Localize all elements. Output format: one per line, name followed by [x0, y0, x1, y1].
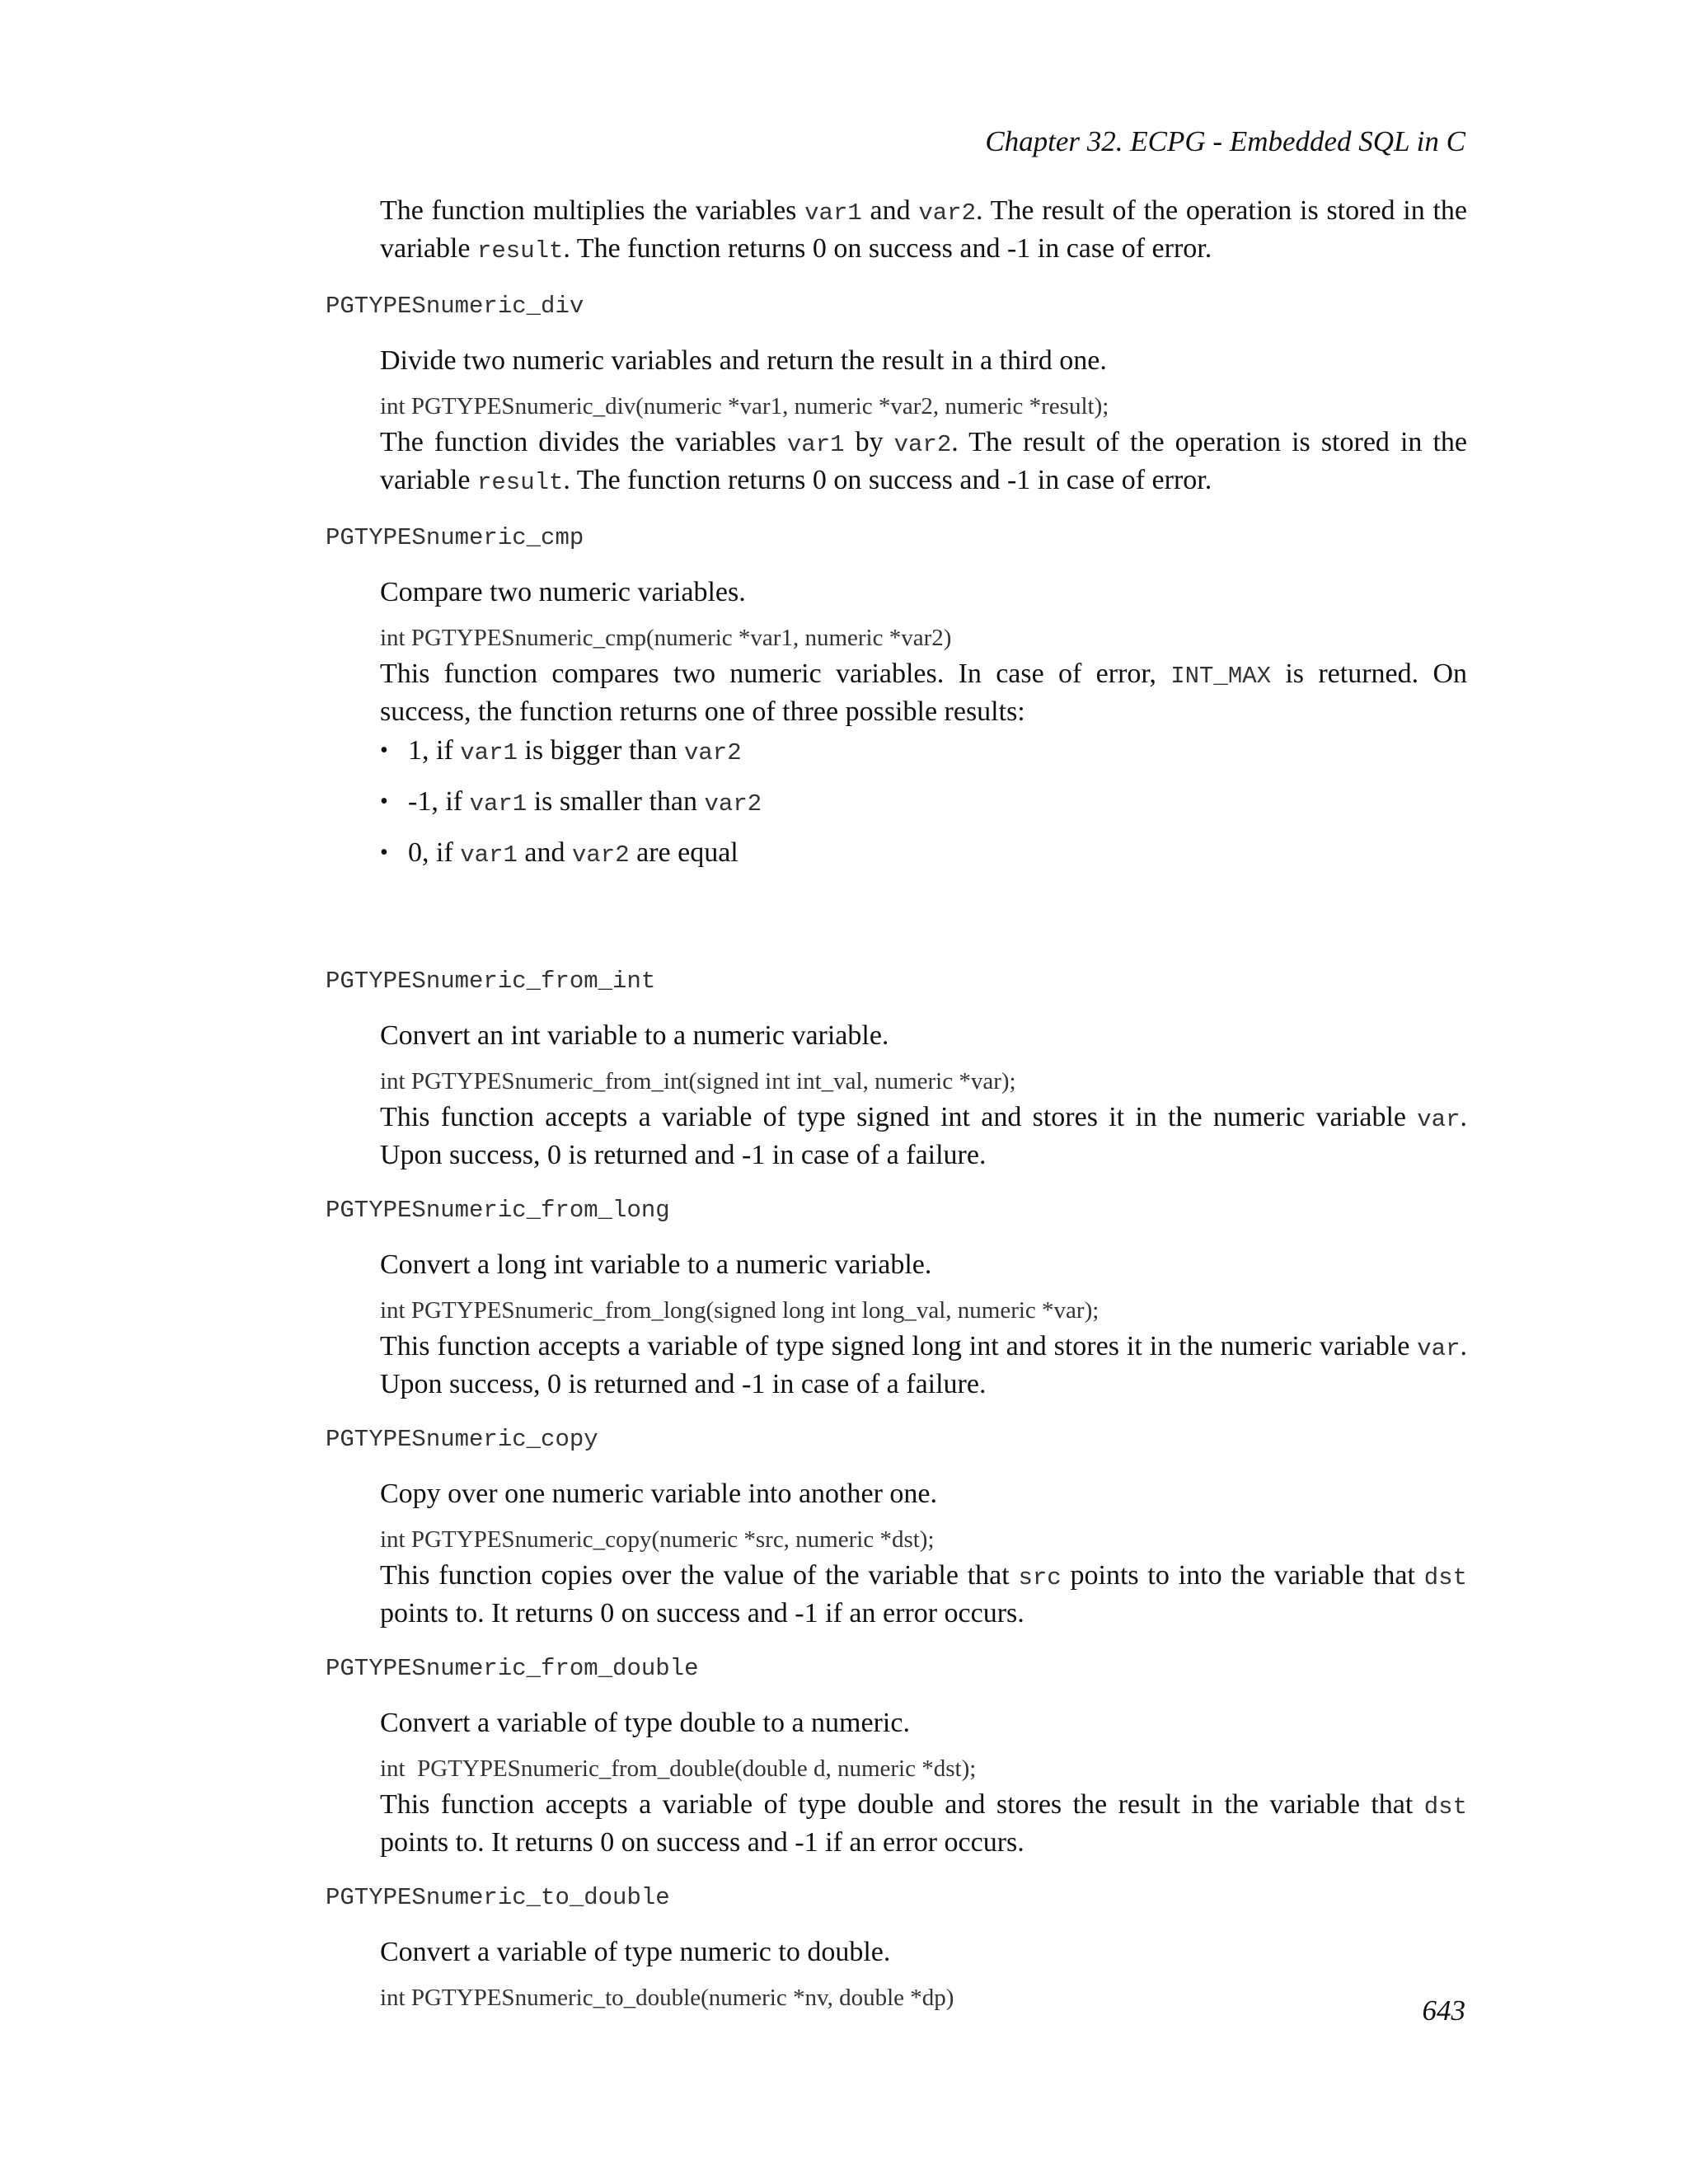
- intro-paragraph: The function multiplies the variables var1 and var2. The result of the operation is stored in the variable result. The function returns 0 on success and -1 in case of error.: [380, 195, 1468, 265]
- bullet-icon: •: [380, 789, 388, 814]
- function-details: This function accepts a variable of type signed long int and stores it in the numeric variable var. Upon success, 0 is returned and -1 in case of a failure.: [380, 1331, 1467, 1399]
- list-item: • -1, if var1 is smaller than var2: [380, 784, 1467, 822]
- function-details: This function compares two numeric variables. In case of error, INT_MAX is returned. On success, the function returns one of three possible results:: [380, 658, 1467, 727]
- result-list: [380, 733, 1467, 873]
- inline-code: dst: [1423, 1793, 1467, 1821]
- inline-code: var1: [460, 841, 518, 869]
- page-number: 643: [1422, 1994, 1465, 2027]
- function-details: This function accepts a variable of type signed int and stores it in the numeric variable var. Upon success, 0 is returned and -1 in case of a failure.: [380, 1102, 1467, 1170]
- function-description: Divide two numeric variables and return the result in a third one.: [380, 345, 1107, 376]
- function-details: This function copies over the value of the variable that src points to into the variable that dst points to. It returns 0 on success and -1 if an error occurs.: [380, 1560, 1467, 1629]
- list-item: • 0, if var1 and var2 are equal: [380, 835, 1467, 873]
- inline-code: var: [1417, 1335, 1461, 1362]
- inline-code: var1: [786, 431, 845, 458]
- function-term: PGTYPESnumeric_from_int: [326, 968, 656, 995]
- function-synopsis: int PGTYPESnumeric_from_int(signed int int_val, numeric *var);: [380, 1068, 1016, 1094]
- inline-code: var1: [460, 739, 518, 766]
- function-term: PGTYPESnumeric_cmp: [326, 524, 584, 551]
- inline-code: var1: [469, 790, 528, 818]
- function-synopsis: int PGTYPESnumeric_cmp(numeric *var1, numeric *var2): [380, 625, 952, 651]
- function-description: Convert a variable of type numeric to double.: [380, 1937, 891, 1967]
- function-term: PGTYPESnumeric_from_double: [326, 1655, 699, 1682]
- function-term: PGTYPESnumeric_to_double: [326, 1884, 670, 1911]
- bullet-icon: •: [380, 738, 388, 763]
- inline-code: var2: [704, 790, 762, 818]
- inline-code: var2: [918, 199, 976, 227]
- function-term: PGTYPESnumeric_div: [326, 293, 584, 320]
- inline-code: result: [477, 237, 564, 265]
- page-content: [326, 193, 1467, 2016]
- function-details: The function divides the variables var1 by var2. The result of the operation is stored in the variable result. The function returns 0 on success and -1 in case of error.: [380, 427, 1467, 496]
- inline-code: var2: [893, 431, 952, 458]
- function-synopsis: int PGTYPESnumeric_copy(numeric *src, numeric *dst);: [380, 1526, 935, 1553]
- function-description: Convert an int variable to a numeric variable.: [380, 1020, 889, 1051]
- inline-code: var2: [572, 841, 630, 869]
- function-synopsis: int PGTYPESnumeric_from_double(double d, numeric *dst);: [380, 1755, 977, 1782]
- function-synopsis: int PGTYPESnumeric_div(numeric *var1, numeric *var2, numeric *result);: [380, 393, 1109, 419]
- function-description: Convert a long int variable to a numeric variable.: [380, 1249, 932, 1280]
- function-description: Convert a variable of type double to a numeric.: [380, 1708, 910, 1738]
- function-description: Compare two numeric variables.: [380, 577, 746, 607]
- function-term: PGTYPESnumeric_copy: [326, 1426, 598, 1453]
- function-term: PGTYPESnumeric_from_long: [326, 1197, 670, 1224]
- list-item: • 1, if var1 is bigger than var2: [380, 733, 1467, 771]
- inline-code: var: [1417, 1106, 1461, 1133]
- inline-code: src: [1018, 1564, 1062, 1591]
- function-details: This function accepts a variable of type double and stores the result in the variable that dst points to. It returns 0 on success and -1 if an error occurs.: [380, 1789, 1467, 1858]
- function-synopsis: int PGTYPESnumeric_to_double(numeric *nv, double *dp): [380, 1985, 954, 2011]
- inline-code: dst: [1423, 1564, 1467, 1591]
- function-description: Copy over one numeric variable into another one.: [380, 1479, 937, 1509]
- inline-code: result: [477, 469, 564, 496]
- chapter-header: Chapter 32. ECPG - Embedded SQL in C: [985, 125, 1465, 157]
- inline-code: INT_MAX: [1170, 663, 1272, 690]
- bullet-icon: •: [380, 840, 388, 865]
- inline-code: var1: [804, 199, 862, 227]
- function-synopsis: int PGTYPESnumeric_from_long(signed long int long_val, numeric *var);: [380, 1297, 1100, 1324]
- inline-code: var2: [683, 739, 742, 766]
